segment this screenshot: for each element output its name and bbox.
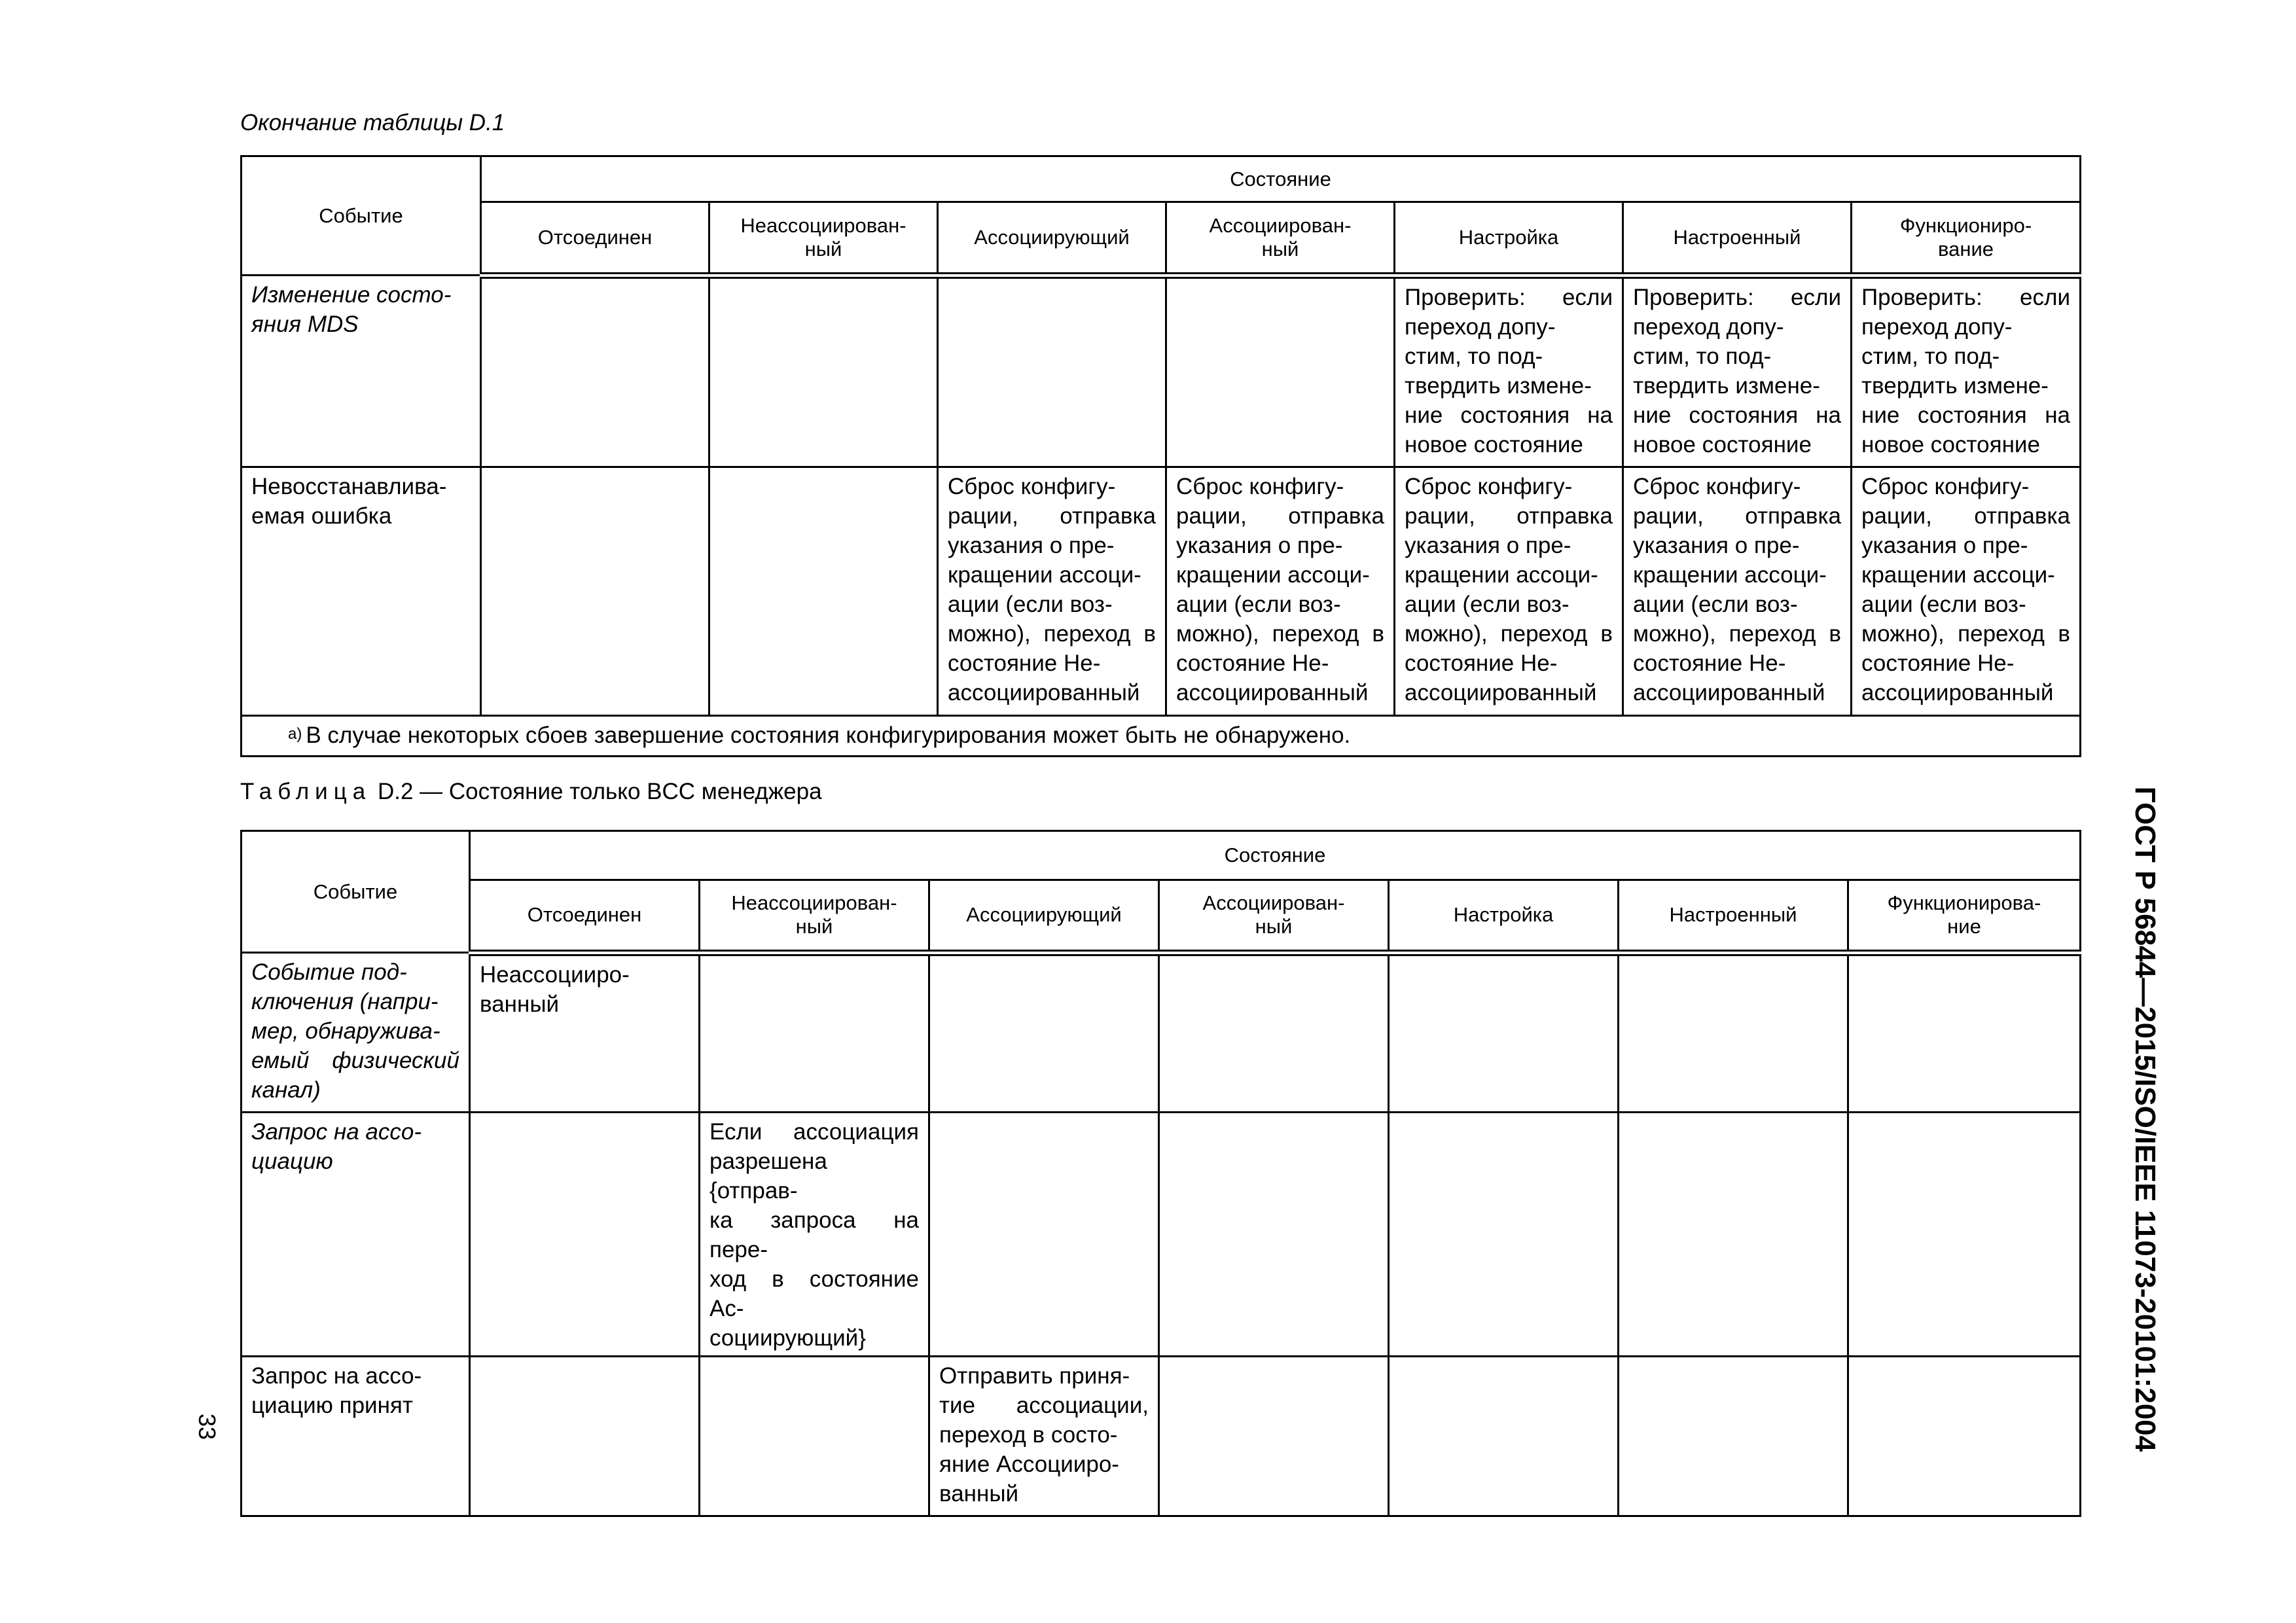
header-event: Событие: [242, 156, 481, 276]
event-cell: Изменение состо- яния MDS: [242, 276, 481, 467]
header-state-col: Отсоединен: [481, 202, 709, 276]
event-cell: Невосстанавлива- емая ошибка: [242, 467, 481, 716]
header-state-col: Ассоциирован- ный: [1159, 880, 1389, 953]
header-state-col: Отсоединен: [470, 880, 700, 953]
header-state: Состояние: [481, 156, 2081, 202]
table-cell: [481, 467, 709, 716]
event-cell: Запрос на ассо- циацию: [242, 1113, 470, 1357]
table-cell: [1389, 1357, 1619, 1516]
document-standard-title-text: ГОСТ Р 56844—2015/ISO/IEEE 11073-20101:2004: [2129, 786, 2161, 1452]
table-cell: Отправить приня- тие ассоциации, переход в состо- яние Ассоцииро- ванный: [929, 1357, 1159, 1516]
table-cell: Сброс конфигу- рации, отправка указания о пре- кращении ассоци- ации (если воз- можно), переход в состояние Не- ассоциированный: [1395, 467, 1623, 716]
table-d1-end: [240, 155, 2081, 757]
header-state-col: Настроенный: [1623, 202, 1852, 276]
table-row: [242, 276, 2081, 467]
header-state-col: Ассоциирующий: [938, 202, 1166, 276]
table-cell: [1166, 276, 1395, 467]
table-cell: Сброс конфигу- рации, отправка указания о пре- кращении ассоци- ации (если воз- можно), переход в состояние Не- ассоциированный: [938, 467, 1166, 716]
table-cell: [1848, 1113, 2081, 1357]
page-number: [194, 1407, 220, 1446]
table-cell: [481, 276, 709, 467]
table-cell: [470, 1357, 700, 1516]
header-state-col: Ассоциирован- ный: [1166, 202, 1395, 276]
table-cell: [1159, 1113, 1389, 1357]
table-cell: Проверить: если переход допу- стим, то под- твердить измене- ние состояния на новое состояние: [1395, 276, 1623, 467]
table-cell: [1159, 953, 1389, 1113]
table-cell: [929, 953, 1159, 1113]
table-row: [242, 953, 2081, 1113]
table2-caption: [240, 779, 822, 805]
table-cell: Неассоцииро- ванный: [470, 953, 700, 1113]
table-cell: [709, 467, 938, 716]
table-cell: [709, 276, 938, 467]
table-cell: [700, 953, 929, 1113]
page-number-text: 33: [194, 1413, 221, 1440]
table-row: [242, 467, 2081, 716]
document-standard-title: [2121, 786, 2169, 1452]
table-row: [242, 1113, 2081, 1357]
table-d2: [240, 830, 2081, 1517]
header-state-col: Неассоциирован- ный: [709, 202, 938, 276]
table-cell: [1389, 953, 1619, 1113]
header-event: Событие: [242, 831, 470, 953]
event-cell: Запрос на ассо- циацию принят: [242, 1357, 470, 1516]
header-state-col: Настройка: [1389, 880, 1619, 953]
header-state-col: Настройка: [1395, 202, 1623, 276]
table-cell: [938, 276, 1166, 467]
table-row: [242, 1357, 2081, 1516]
table-cell: [1619, 953, 1848, 1113]
header-state-col: Настроенный: [1619, 880, 1848, 953]
header-state-col: Ассоциирующий: [929, 880, 1159, 953]
table-cell: Проверить: если переход допу- стим, то под- твердить измене- ние состояния на новое состояние: [1623, 276, 1852, 467]
table-cell: [700, 1357, 929, 1516]
table2-caption-label: Таблица: [240, 779, 372, 804]
table-cell: [1389, 1113, 1619, 1357]
header-state-col: Неассоциирован- ный: [700, 880, 929, 953]
table-cell: Проверить: если переход допу- стим, то под- твердить измене- ние состояния на новое состояние: [1852, 276, 2081, 467]
footnote-mark: а): [288, 725, 302, 743]
footnote-text: В случае некоторых сбоев завершение состояния конфигурирования может быть не обнаружено.: [306, 722, 1351, 748]
table-cell: [1619, 1113, 1848, 1357]
table-cell: Сброс конфигу- рации, отправка указания о пре- кращении ассоци- ации (если воз- можно), переход в состояние Не- ассоциированный: [1166, 467, 1395, 716]
table-cell: [1159, 1357, 1389, 1516]
table-cell: [1848, 953, 2081, 1113]
header-state: Состояние: [470, 831, 2081, 880]
table-cell: [1848, 1357, 2081, 1516]
table-cell: [470, 1113, 700, 1357]
table2-caption-text: D.2 — Состояние только BCC менеджера: [377, 779, 822, 804]
table-cell: Если ассоциация разрешена {отправ- ка запроса на пере- ход в состояние Ас- социирующий}: [700, 1113, 929, 1357]
table1-caption: Окончание таблицы D.1: [240, 110, 505, 135]
footnote: [242, 716, 2081, 757]
table-cell: Сброс конфигу- рации, отправка указания о пре- кращении ассоци- ации (если воз- можно), переход в состояние Не- ассоциированный: [1623, 467, 1852, 716]
event-cell: Событие под- ключения (напри- мер, обнаружива- емый физический канал): [242, 953, 470, 1113]
table-cell: [1619, 1357, 1848, 1516]
table-cell: Сброс конфигу- рации, отправка указания о пре- кращении ассоци- ации (если воз- можно), переход в состояние Не- ассоциированный: [1852, 467, 2081, 716]
table-cell: [929, 1113, 1159, 1357]
header-state-col: Функциониро- вание: [1852, 202, 2081, 276]
header-state-col: Функционирова- ние: [1848, 880, 2081, 953]
